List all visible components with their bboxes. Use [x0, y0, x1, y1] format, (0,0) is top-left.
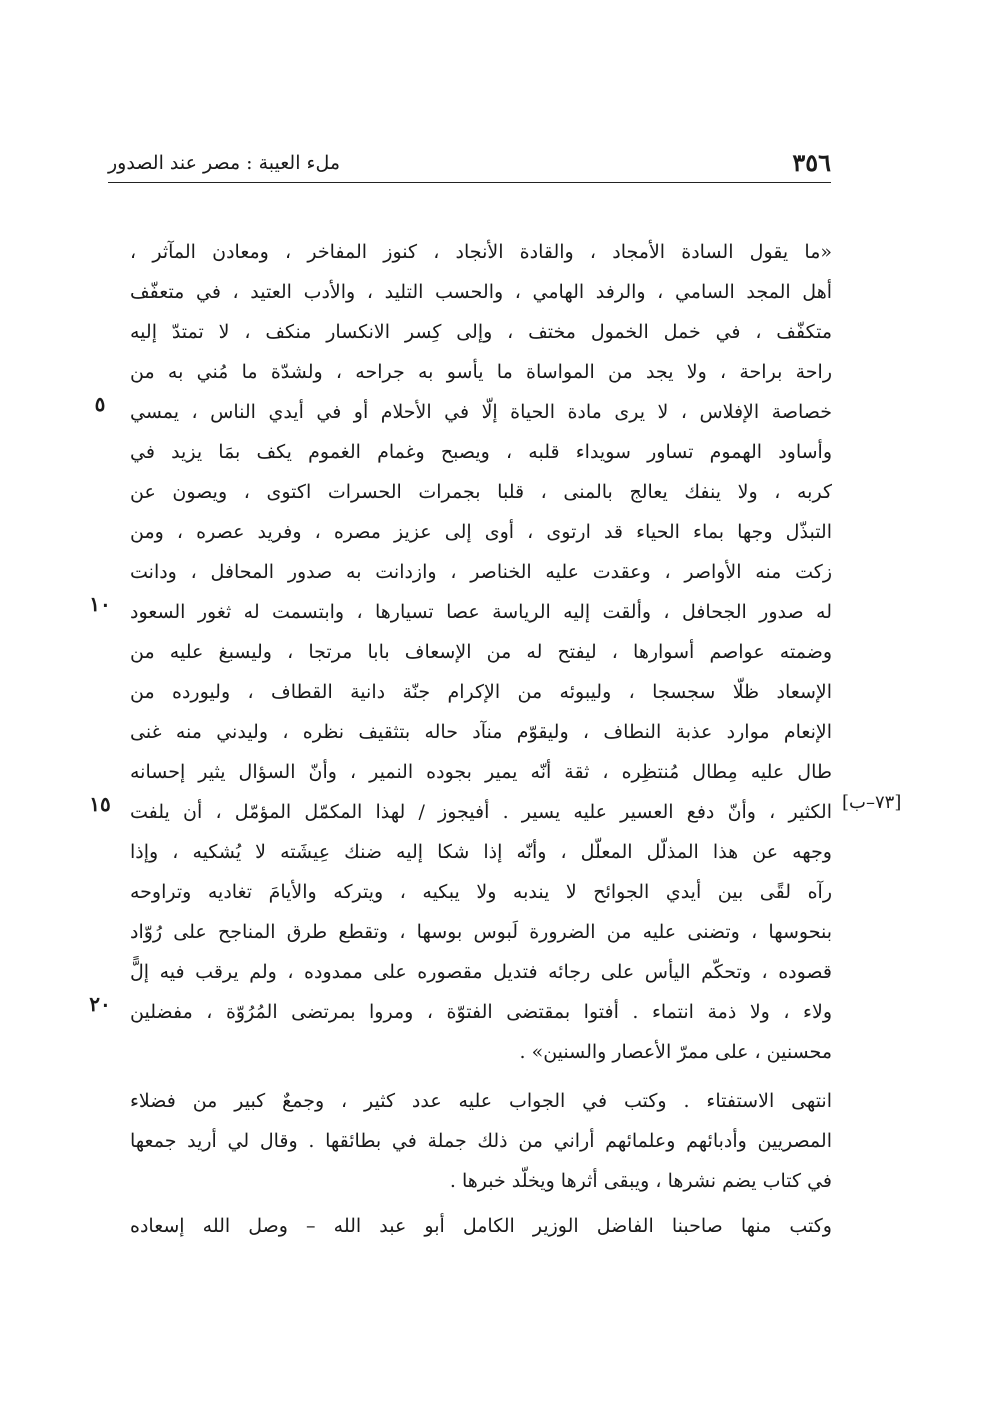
- main-paragraph: [130, 232, 832, 1072]
- text-line: راحة براحة ، ولا يجد من المواساة ما يأسو به جراحه ، ولشدّة ما مُني به من: [130, 361, 832, 383]
- text-line: قصوده ، وتحكّم اليأس على رجائه فتديل مقصوره على ممدوده ، ولم يرقب فيه إلًّ: [130, 961, 832, 983]
- text-line: وكتب منها صاحبنا الفاضل الوزير الكامل أبو عبد الله – وصل الله إسعاده: [130, 1215, 832, 1237]
- text-line: انتهى الاستفتاء . وكتب في الجواب عليه عدد كثير ، وجمعٌ كبير من فضلاء: [130, 1090, 832, 1112]
- text-line: خصاصة الإفلاس ، لا يرى مادة الحياة إلّا في الأحلام أو في أيدي الناس ، يمسي: [130, 401, 832, 423]
- text-line: طال عليه مِطال مُنتظِره ، ثقة أنّه يمير بجوده النمير ، وأنّ السؤال يثير إحسانه: [130, 761, 832, 783]
- text-line: له صدور الجحافل ، وألقت إليه الرياسة عصا تسيارها ، وابتسمت له ثغور السعود: [130, 601, 832, 623]
- text-line: التبذّل وجها بماء الحياء قد ارتوى ، أوى إلى عزيز مصره ، وفريد عصره ، ومن: [130, 521, 832, 543]
- text-line: وأساود الهموم تساور سويداء قلبه ، ويصبح وغمام الغموم يكف بمَا يزيد في: [130, 441, 832, 463]
- running-title: ملء العيبة : مصر عند الصدور: [108, 152, 341, 174]
- text-line: ولاء ، ولا ذمة انتماء . أفتوا بمقتضى الفتوّة ، ومروا بمرتضى المُرُوّة ، مفضلين: [130, 1001, 832, 1023]
- line-number-15: ١٥: [89, 792, 111, 816]
- text-line: الكثير ، وأنّ دفع العسير عليه يسير . أفيجوز / لهذا المكمّل المؤمّل ، أن يلفت: [130, 801, 832, 823]
- line-number-10: ١٠: [89, 592, 111, 616]
- text-line: الإسعاد ظلّا سجسجا ، وليبوئه من الإكرام جنّة دانية القطاف ، وليورده من: [130, 681, 832, 703]
- text-line: زكت منه الأواصر ، وعقدت عليه الخناصر ، وازدانت به صدور المحافل ، ودانت: [130, 561, 832, 583]
- text-line: «ما يقول السادة الأمجاد ، والقادة الأنجاد ، كنوز المفاخر ، ومعادن المآثر ،: [130, 241, 832, 263]
- text-line: بنحوسها ، وتضنى عليه من الضرورة لَبوس بوسها ، وتقطع طرق المناجح على رُوّاد: [130, 921, 832, 943]
- page-number: ٣٥٦: [792, 148, 831, 177]
- text-line: وضمته عواصم أسوارها ، ليفتح له من الإسعاف بابا مرتجا ، وليسبغ عليه من: [130, 641, 832, 663]
- third-paragraph: [130, 1206, 832, 1246]
- text-line: وجهه عن هذا المذلّل المعلّل ، وأنّه إذا شكا إليه ضنك عِيشَته لا يُشكيه ، وإذا: [130, 841, 832, 863]
- text-line: أهل المجد السامي ، والرفد الهامي ، والحسب التليد ، والأدب العتيد ، في متعفّف: [130, 281, 832, 303]
- text-line: كربه ، ولا ينفك يعالج بالمنى ، قلبا بجمرات الحسرات اكتوى ، ويصون عن: [130, 481, 832, 503]
- text-line: رآه لقًى بين أيدي الجوائح لا يندبه ولا يبكيه ، ويتركه والأيامَ تغاديه وتراوحه: [130, 881, 832, 903]
- text-line: المصريين وأدبائهم وعلمائهم أراني من ذلك جملة في بطائقها . وقال لي أريد جمعها: [130, 1130, 832, 1152]
- folio-margin-note: [٧٣–ب]: [842, 792, 902, 813]
- page-header: [108, 148, 831, 183]
- line-number-5: ٥: [94, 392, 106, 416]
- text-line: متكفّف ، في خمل الخمول مختف ، وإلى كِسر الانكسار منكف ، لا تمتدّ إليه: [130, 321, 832, 343]
- text-line: الإنعام موارد عذبة النطاف ، وليقوّم منآد حاله بتثقيف نظره ، وليدني منه غنى: [130, 721, 832, 743]
- text-line: في كتاب يضم نشرها ، ويبقى أثرها ويخلّد خبرها .: [449, 1170, 832, 1192]
- line-number-20: ٢٠: [89, 992, 111, 1016]
- second-paragraph: [130, 1081, 832, 1201]
- text-line: محسنين ، على ممرّ الأعصار والسنين» .: [519, 1041, 832, 1063]
